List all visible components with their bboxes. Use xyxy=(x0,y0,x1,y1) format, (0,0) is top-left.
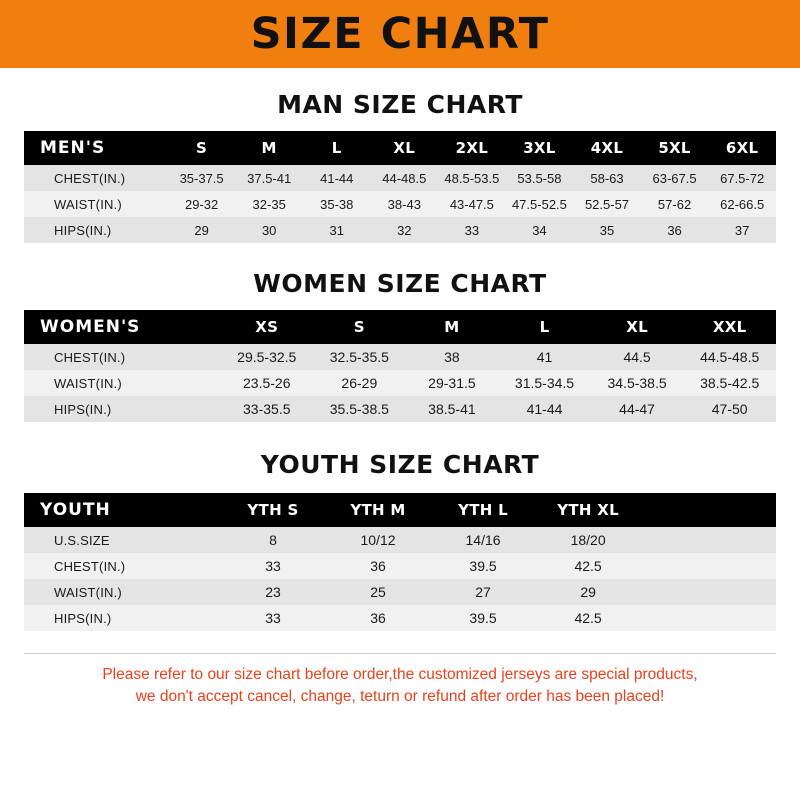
footer-divider xyxy=(24,653,776,654)
youth-header-cell-2: YTH M xyxy=(326,493,431,527)
women-row-2-cell-4: 44-47 xyxy=(591,396,684,422)
women-row-2-cell-1: 35.5-38.5 xyxy=(313,396,406,422)
women-size-table xyxy=(24,310,776,422)
youth-row-2-spacer xyxy=(641,579,776,605)
youth-row-3-label: HIPS(IN.) xyxy=(24,605,220,631)
man-row-2-cell-3: 32 xyxy=(371,217,439,243)
women-header-cell-5: XL xyxy=(591,310,684,344)
women-row-2-cell-3: 41-44 xyxy=(498,396,591,422)
man-row-1-cell-1: 32-35 xyxy=(235,191,303,217)
man-row-2-cell-2: 31 xyxy=(303,217,371,243)
table-row xyxy=(24,344,776,370)
youth-row-3-cell-1: 36 xyxy=(326,605,431,631)
man-row-0-cell-5: 53.5-58 xyxy=(506,165,574,191)
man-section-title: MAN SIZE CHART xyxy=(277,90,523,119)
youth-row-1-cell-2: 39.5 xyxy=(431,553,536,579)
man-header-cell-4: XL xyxy=(371,131,439,165)
man-row-0-label: CHEST(IN.) xyxy=(24,165,168,191)
women-row-1-label: WAIST(IN.) xyxy=(24,370,220,396)
man-row-1-cell-5: 47.5-52.5 xyxy=(506,191,574,217)
table-header-row xyxy=(24,493,776,527)
women-row-2-cell-5: 47-50 xyxy=(683,396,776,422)
man-header-cell-8: 5XL xyxy=(641,131,709,165)
man-header-cell-1: S xyxy=(168,131,236,165)
women-row-0-cell-1: 32.5-35.5 xyxy=(313,344,406,370)
youth-row-0-label: U.S.SIZE xyxy=(24,527,220,553)
table-header-row xyxy=(24,310,776,344)
youth-row-2-cell-3: 29 xyxy=(536,579,641,605)
youth-row-2-cell-1: 25 xyxy=(326,579,431,605)
women-row-0-cell-5: 44.5-48.5 xyxy=(683,344,776,370)
youth-size-table xyxy=(24,493,776,631)
table-row xyxy=(24,579,776,605)
youth-row-1-spacer xyxy=(641,553,776,579)
man-row-0-cell-7: 63-67.5 xyxy=(641,165,709,191)
man-row-2-cell-7: 36 xyxy=(641,217,709,243)
man-header-cell-7: 4XL xyxy=(573,131,641,165)
youth-row-3-cell-3: 42.5 xyxy=(536,605,641,631)
disclaimer-line-2: we don't accept cancel, change, teturn or refund after order has been placed! xyxy=(135,688,665,706)
man-row-1-cell-3: 38-43 xyxy=(371,191,439,217)
man-row-1-cell-7: 57-62 xyxy=(641,191,709,217)
women-row-0-cell-4: 44.5 xyxy=(591,344,684,370)
women-header-cell-6: XXL xyxy=(683,310,776,344)
man-row-0-cell-6: 58-63 xyxy=(573,165,641,191)
table-row xyxy=(24,396,776,422)
man-header-cell-0: MEN'S xyxy=(24,131,168,165)
youth-row-1-cell-0: 33 xyxy=(220,553,325,579)
man-row-0-cell-4: 48.5-53.5 xyxy=(438,165,506,191)
table-row xyxy=(24,191,776,217)
women-row-0-label: CHEST(IN.) xyxy=(24,344,220,370)
youth-header-cell-3: YTH L xyxy=(431,493,536,527)
man-row-0-cell-2: 41-44 xyxy=(303,165,371,191)
disclaimer-note xyxy=(24,664,776,709)
man-row-1-cell-6: 52.5-57 xyxy=(573,191,641,217)
women-row-1-cell-0: 23.5-26 xyxy=(220,370,313,396)
women-header-cell-3: M xyxy=(406,310,499,344)
man-row-0-cell-8: 67.5-72 xyxy=(708,165,776,191)
table-row xyxy=(24,165,776,191)
man-header-cell-9: 6XL xyxy=(708,131,776,165)
women-header-cell-4: L xyxy=(498,310,591,344)
man-row-2-cell-8: 37 xyxy=(708,217,776,243)
table-row xyxy=(24,605,776,631)
youth-row-1-cell-1: 36 xyxy=(326,553,431,579)
women-header-cell-0: WOMEN'S xyxy=(24,310,220,344)
youth-row-3-cell-0: 33 xyxy=(220,605,325,631)
women-row-2-cell-0: 33-35.5 xyxy=(220,396,313,422)
page-banner xyxy=(0,0,800,68)
youth-row-2-label: WAIST(IN.) xyxy=(24,579,220,605)
man-size-table xyxy=(24,131,776,243)
youth-header-cell-0: YOUTH xyxy=(24,493,220,527)
man-row-1-cell-4: 43-47.5 xyxy=(438,191,506,217)
table-row xyxy=(24,553,776,579)
table-row xyxy=(24,527,776,553)
man-row-2-label: HIPS(IN.) xyxy=(24,217,168,243)
women-header-cell-2: S xyxy=(313,310,406,344)
women-row-1-cell-1: 26-29 xyxy=(313,370,406,396)
women-row-1-cell-2: 29-31.5 xyxy=(406,370,499,396)
youth-section-title: YOUTH SIZE CHART xyxy=(260,450,540,479)
youth-header-cell-1: YTH S xyxy=(220,493,325,527)
man-row-1-cell-8: 62-66.5 xyxy=(708,191,776,217)
youth-row-2-cell-2: 27 xyxy=(431,579,536,605)
women-row-0-cell-3: 41 xyxy=(498,344,591,370)
youth-row-0-cell-0: 8 xyxy=(220,527,325,553)
man-header-cell-3: L xyxy=(303,131,371,165)
man-row-2-cell-1: 30 xyxy=(235,217,303,243)
page-title: SIZE CHART xyxy=(250,8,550,59)
table-row xyxy=(24,217,776,243)
women-row-1-cell-4: 34.5-38.5 xyxy=(591,370,684,396)
table-row xyxy=(24,370,776,396)
youth-row-0-cell-2: 14/16 xyxy=(431,527,536,553)
women-header-cell-1: XS xyxy=(220,310,313,344)
youth-row-1-label: CHEST(IN.) xyxy=(24,553,220,579)
youth-row-3-spacer xyxy=(641,605,776,631)
women-section-title: WOMEN SIZE CHART xyxy=(253,269,547,298)
page-content xyxy=(0,90,800,709)
man-row-2-cell-5: 34 xyxy=(506,217,574,243)
disclaimer-line-1: Please refer to our size chart before order,the customized jerseys are special products, xyxy=(102,666,698,683)
women-row-2-label: HIPS(IN.) xyxy=(24,396,220,422)
youth-row-3-cell-2: 39.5 xyxy=(431,605,536,631)
women-row-1-cell-3: 31.5-34.5 xyxy=(498,370,591,396)
man-row-2-cell-6: 35 xyxy=(573,217,641,243)
man-row-0-cell-3: 44-48.5 xyxy=(371,165,439,191)
man-row-0-cell-1: 37.5-41 xyxy=(235,165,303,191)
man-header-cell-2: M xyxy=(235,131,303,165)
women-row-0-cell-0: 29.5-32.5 xyxy=(220,344,313,370)
youth-row-2-cell-0: 23 xyxy=(220,579,325,605)
table-header-row xyxy=(24,131,776,165)
women-row-0-cell-2: 38 xyxy=(406,344,499,370)
man-header-cell-6: 3XL xyxy=(506,131,574,165)
youth-row-0-spacer xyxy=(641,527,776,553)
man-header-cell-5: 2XL xyxy=(438,131,506,165)
man-row-1-cell-2: 35-38 xyxy=(303,191,371,217)
women-row-2-cell-2: 38.5-41 xyxy=(406,396,499,422)
man-row-1-cell-0: 29-32 xyxy=(168,191,236,217)
youth-header-cell-4: YTH XL xyxy=(536,493,641,527)
man-row-2-cell-0: 29 xyxy=(168,217,236,243)
youth-header-spacer xyxy=(641,493,776,527)
man-row-1-label: WAIST(IN.) xyxy=(24,191,168,217)
man-row-0-cell-0: 35-37.5 xyxy=(168,165,236,191)
youth-row-1-cell-3: 42.5 xyxy=(536,553,641,579)
youth-row-0-cell-3: 18/20 xyxy=(536,527,641,553)
women-row-1-cell-5: 38.5-42.5 xyxy=(683,370,776,396)
man-row-2-cell-4: 33 xyxy=(438,217,506,243)
youth-row-0-cell-1: 10/12 xyxy=(326,527,431,553)
